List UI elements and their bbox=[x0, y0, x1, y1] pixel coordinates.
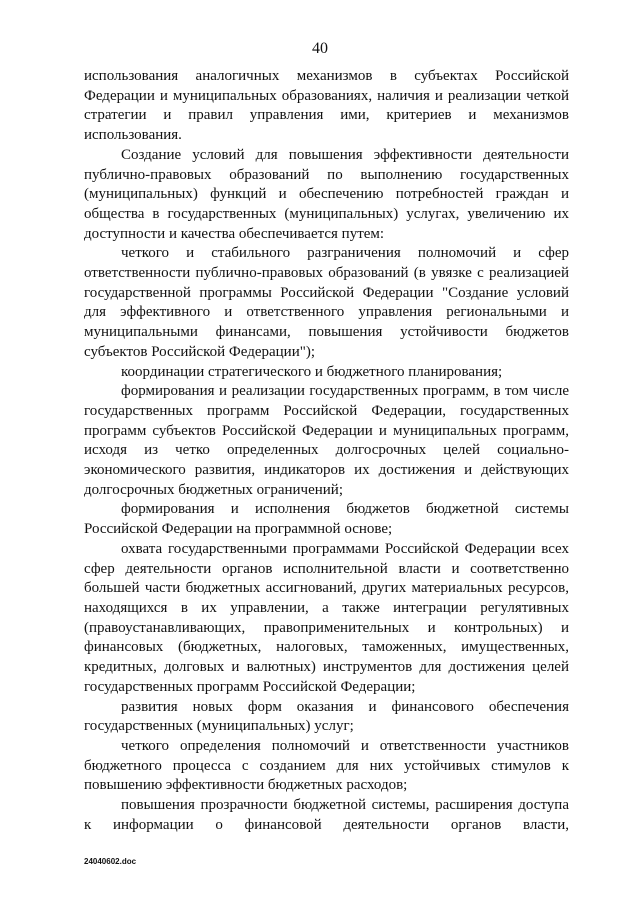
paragraph: использования аналогичных механизмов в субъектах Российской Федерации и муниципальных образованиях, наличия и реализации четкой стратегии и правил управления ими, критериев и механизмов использования. bbox=[84, 68, 569, 144]
paragraph: повышения прозрачности бюджетной системы, расширения доступа к информации о финансовой деятельности органов власти, bbox=[84, 797, 569, 833]
paragraph: четкого определения полномочий и ответственности участников бюджетного процесса с созданием для них устойчивых стимулов к повышению эффективности бюджетных расходов; bbox=[84, 737, 569, 794]
paragraph: четкого и стабильного разграничения полномочий и сфер ответственности публично-правовых образований (в увязке с реализацией государственной программы Российской Федерации "Создание условий для эффективного и ответственного управления региональными и муниципальными финансами, повышения устойчивости бюджетов субъектов Российской Федерации"); bbox=[84, 245, 569, 360]
paragraph: координации стратегического и бюджетного планирования; bbox=[121, 363, 503, 380]
page-number: 40 bbox=[312, 40, 328, 57]
paragraph: Создание условий для повышения эффективности деятельности публично-правовых образований по выполнению государственных (муниципальных) функций и обеспечению потребностей граждан и общества в государственных (муниципальных) услугах, увеличению их доступности и качества обеспечивается путем: bbox=[84, 146, 569, 242]
body-text bbox=[84, 67, 569, 835]
footer-filename: 24040602.doc bbox=[84, 857, 137, 866]
paragraph: формирования и исполнения бюджетов бюджетной системы Российской Федерации на программной основе; bbox=[84, 501, 569, 538]
paragraph: развития новых форм оказания и финансового обеспечения государственных (муниципальных) услуг; bbox=[84, 698, 569, 735]
paragraph: охвата государственными программами Российской Федерации всех сфер деятельности органов исполнительной власти и соответственно большей части бюджетных ассигнований, других материальных ресурсов, находящихся в их управлении, а также интеграции регулятивных (правоустанавливающих, правоприменительных и контрольных) и финансовых (бюджетных, налоговых, таможенных, имущественных, кредитных, долговых и валютных) инструментов для достижения целей государственных программ Российской Федерации; bbox=[84, 540, 569, 695]
paragraph: формирования и реализации государственных программ, в том числе государственных программ Российской Федерации, государственных программ субъектов Российской Федерации и муниципальных программ, исходя из четко определенных долгосрочных целей социально-экономического развития, индикаторов их достижения и действующих долгосрочных бюджетных ограничений; bbox=[84, 383, 569, 498]
